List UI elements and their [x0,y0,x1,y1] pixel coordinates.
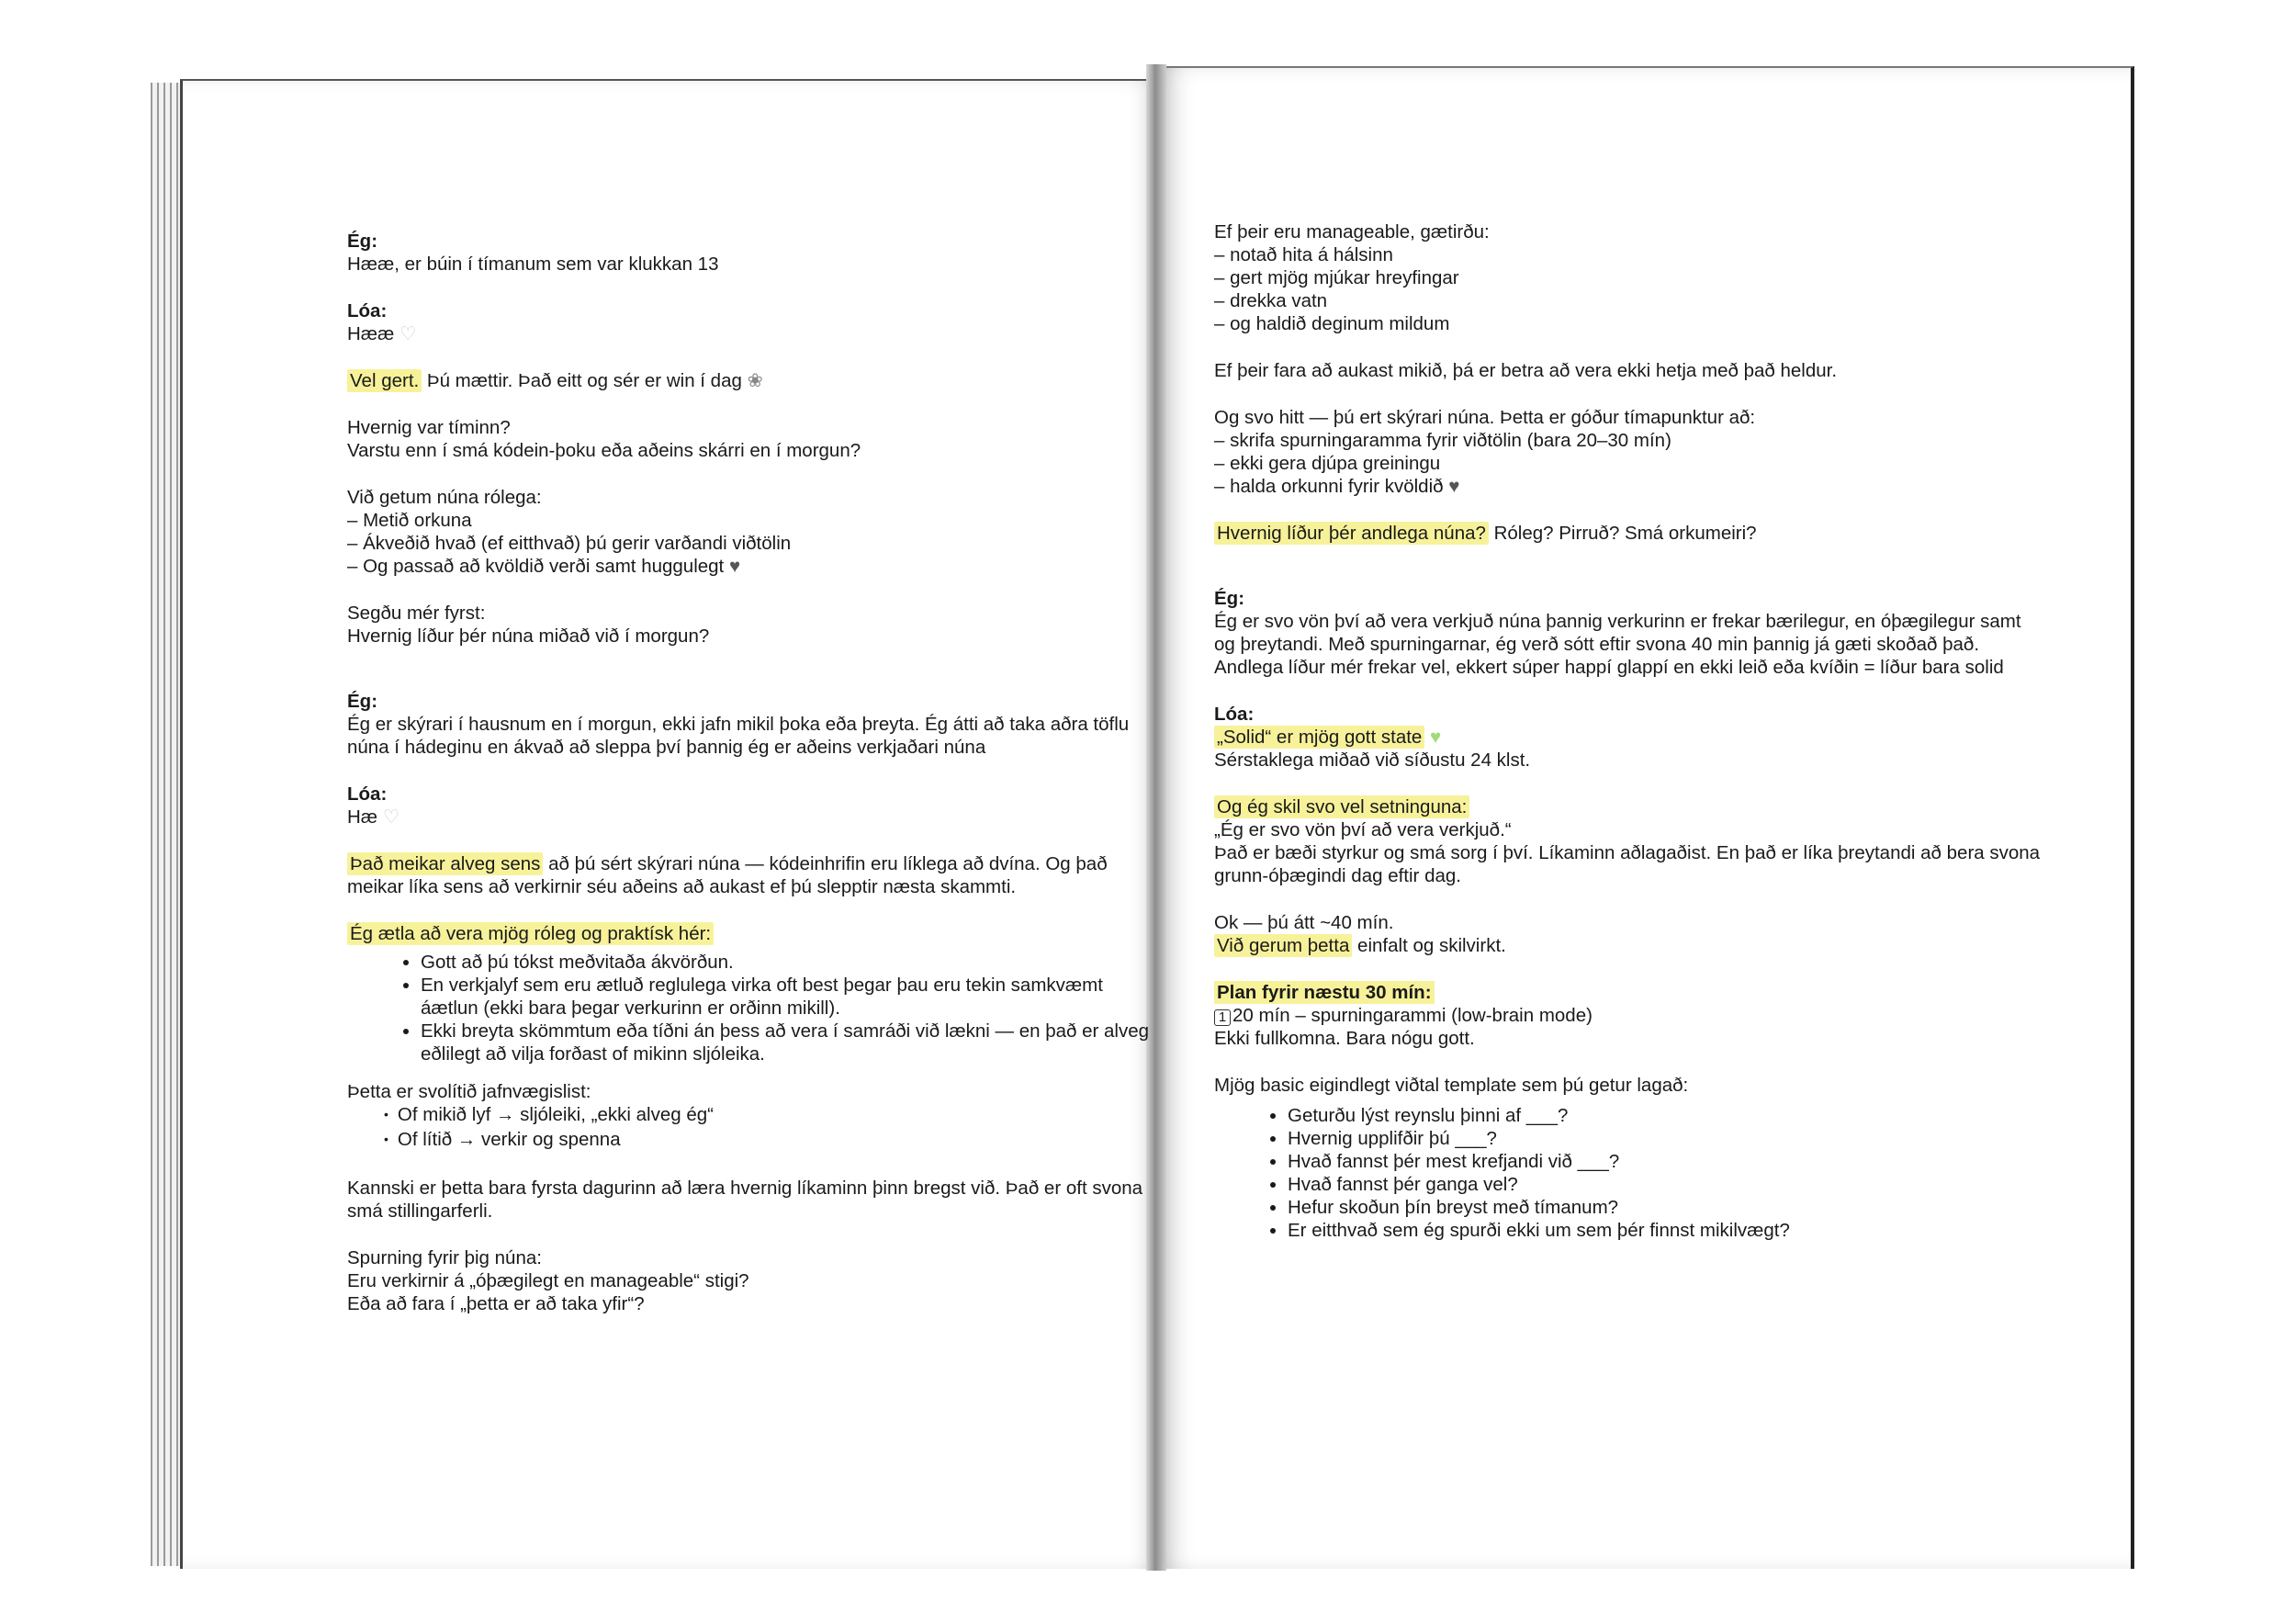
text-line: – Og passað að kvöldið verði samt huggulegt [347,556,725,577]
message-text: Þú mættir. Það eitt og sér er win í dag [422,370,742,391]
message-block [1214,587,2041,679]
list-item: • Gott að þú tókst meðvitaða ákvörðun. [421,951,1155,974]
text-line: Það er bæði styrkur og smá sorg í því. Líkaminn aðlagaðist. En það er líka þreytandi að bera svona grunn-óþægindi dag eftir dag. [1214,842,2041,886]
text-line: Hvernig var tíminn? [347,417,511,438]
list-item: • Geturðu lýst reynslu þinni af ___? [1288,1104,2041,1127]
message-block [1214,981,2041,1050]
speaker-label: Lóa: [1214,704,1255,725]
speaker-label: Lóa: [347,300,388,321]
list-item: • En verkjalyf sem eru ætluð reglulega virka oft best þegar þau eru tekin samkvæmt áætlun (ekki bara þegar verkurinn er orðinn mikill). [421,974,1155,1020]
text-line: Varstu enn í smá kódein-þoku eða aðeins skárri en í morgun? [347,440,861,461]
message-block [347,922,1155,945]
message-text: Hææ [347,323,395,344]
text-line: Ef þeir eru manageable, gætirðu: [1214,221,1490,242]
clapping-hands-icon: ❀ [747,370,763,391]
message-block [347,783,1155,828]
message-block [347,602,1155,648]
message-block [1214,795,2041,887]
message-text: að þú sért skýrari núna — kódeinhrifin eru líklega að dvína. Og það meikar líka sens að verkirnir séu aðeins að aukast ef þú slepptir næsta skammti. [347,853,1108,897]
text-line: Eru verkirnir á „óþægilegt en manageable“ stigi? [347,1270,749,1291]
text-line: – halda orkunni fyrir kvöldið [1214,476,1444,497]
list-item: • Ekki breyta skömmtum eða tíðni án þess að vera í samráði við lækni — en það er alveg eðlilegt að vilja forðast of mikinn sljóleika. [421,1020,1155,1065]
text-line: Ok — þú átt ~40 mín. [1214,912,1394,933]
text-line: „Ég er svo vön því að vera verkjuð.“ [1214,819,1512,840]
text-line: Segðu mér fyrst: [347,603,486,624]
text-line: Við getum núna rólega: [347,487,542,508]
text-line: – ekki gera djúpa greiningu [1214,453,1441,474]
list-item: • Er eitthvað sem ég spurði ekki um sem þér finnst mikilvægt? [1288,1219,2041,1242]
bullet-list [347,951,1155,1065]
message-text: Ef þeir fara að aukast mikið, þá er betra að vera ekki hetja með það heldur. [1214,360,1838,381]
question-list [1214,1104,2041,1242]
message-block [347,1080,1155,1103]
message-text: Róleg? Pirruð? Smá orkumeiri? [1488,523,1757,544]
text-line: Ekki fullkomna. Bara nógu gott. [1214,1028,1475,1049]
message-block [1214,911,2041,957]
black-heart-icon: ♥ [1448,476,1460,497]
message-block [347,1246,1155,1315]
green-heart-icon: ♥ [1430,727,1442,748]
message-block [347,230,1155,276]
message-text: einfalt og skilvirkt. [1352,935,1506,956]
message-text: Kannski er þetta bara fyrsta dagurinn að læra hvernig líkaminn þinn bregst við. Það er oft svona smá stillingarferli. [347,1178,1143,1222]
text-line: 20 mín – spurningarammi (low-brain mode) [1232,1005,1593,1026]
message-block [347,416,1155,462]
message-block [347,486,1155,578]
text-line: – Metið orkuna [347,510,472,531]
message-block [1214,522,2041,545]
text-line: Hvernig líður þér núna miðað við í morgun? [347,626,710,647]
list-item: • Hvað fannst þér ganga vel? [1288,1173,2041,1196]
highlighted-text: „Solid“ er mjög gott state [1214,726,1424,749]
message-text: Ég er skýrari í hausnum en í morgun, ekki jafn mikil þoka eða þreyta. Ég átti að taka aðra töflu núna í hádeginu en ákvað að sleppa því þannig ég er aðeins verkjaðari núna [347,714,1130,758]
text-line: – skrifa spurningaramma fyrir viðtölin (bara 20–30 mín) [1214,430,1671,451]
message-block [347,852,1155,898]
text-line: – Ákveðið hvað (ef eitthvað) þú gerir varðandi viðtölin [347,533,792,554]
message-block [347,1177,1155,1223]
text-line: – drekka vatn [1214,290,1328,311]
text-line: – gert mjög mjúkar hreyfingar [1214,267,1459,288]
text-line: Mjög basic eigindlegt viðtal template sem þú getur lagað: [1214,1075,1689,1096]
message-block [1214,1074,2041,1097]
highlighted-text: Og ég skil svo vel setninguna: [1214,795,1469,818]
white-heart-icon: ♡ [399,323,417,344]
message-block [347,369,1155,392]
speaker-label: Ég: [347,231,378,252]
speaker-label: Ég: [347,691,378,712]
list-item-text: Of mikið lyf → sljóleiki, „ekki alveg ég“ [397,1104,714,1125]
text-line: Þetta er svolítið jafnvægislist: [347,1081,591,1102]
message-block [1214,406,2041,498]
list-item: • Hvernig upplifðir þú ___? [1288,1127,2041,1150]
highlighted-text: Ég ætla að vera mjög róleg og praktísk hér: [347,922,714,945]
list-item-text: Of lítið → verkir og spenna [397,1129,621,1150]
white-heart-icon: ♡ [382,806,400,828]
highlighted-text: Hvernig líður þér andlega núna? [1214,522,1489,545]
list-item [384,1128,1155,1153]
highlighted-text: Við gerum þetta [1214,934,1352,957]
keycap-number-icon: 1 [1214,1009,1231,1026]
text-line: Og svo hitt — þú ert skýrari núna. Þetta er góður tímapunktur að: [1214,407,1756,428]
black-heart-icon: ♥ [728,556,741,577]
list-item [384,1103,1155,1128]
message-block [1214,703,2041,772]
message-block [1214,359,2041,382]
message-block [1214,220,2041,335]
small-bullet-list [347,1103,1155,1153]
speaker-label: Lóa: [347,783,388,805]
list-item: • Hvað fannst þér mest krefjandi við ___? [1288,1150,2041,1173]
highlighted-text: Vel gert. [347,369,422,392]
text-line: – og haldið deginum mildum [1214,313,1450,334]
text-line: Spurning fyrir þig núna: [347,1247,542,1268]
right-page-text [1214,220,2041,1257]
text-line: Sérstaklega miðað við síðustu 24 klst. [1214,750,1531,771]
highlighted-text: Það meikar alveg sens [347,852,543,875]
text-line: Eða að fara í „þetta er að taka yfir“? [347,1293,645,1314]
highlighted-heading: Plan fyrir næstu 30 mín: [1214,981,1435,1004]
speaker-label: Ég: [1214,588,1245,609]
list-item: • Hefur skoðun þín breyst með tímanum? [1288,1196,2041,1219]
text-line: – notað hita á hálsinn [1214,244,1393,265]
message-text: Hæ [347,806,378,828]
message-text: Ég er svo vön því að vera verkjuð núna þannig verkurinn er frekar bærilegur, en óþægilegur samt og þreytandi. Með spurningarnar, ég verð sótt eftir svona 40 min þannig já gæti skoðað það. Andlega líður mér frekar vel, ekkert súper happí glappí en ekki leið eða kvíðin = líður bara solid [1214,611,2021,678]
message-text: Hææ, er búin í tímanum sem var klukkan 13 [347,254,719,275]
message-block [347,299,1155,345]
left-page-text [347,230,1155,1339]
message-block [347,690,1155,759]
